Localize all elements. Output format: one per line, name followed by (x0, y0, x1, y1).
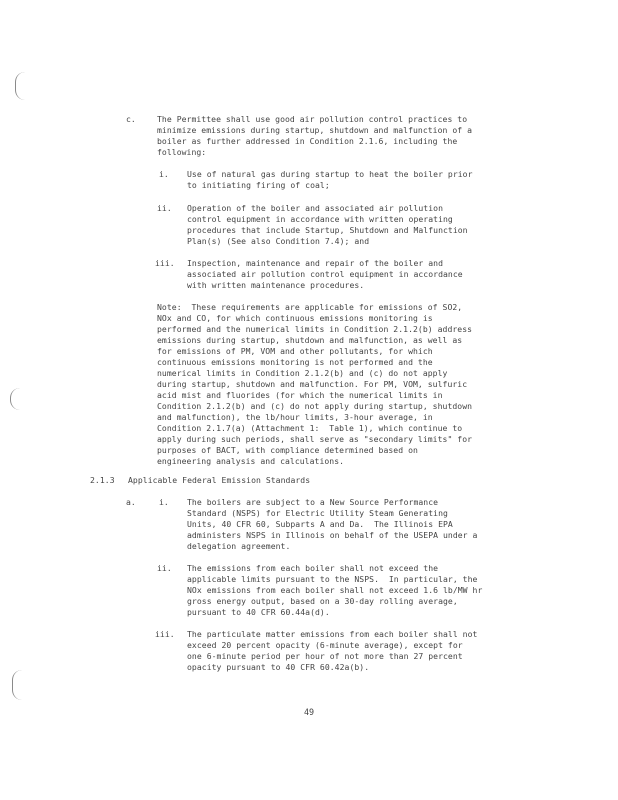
nsps-item-i-label: i. (159, 497, 169, 507)
nsps-item-iii-label: iii. (155, 629, 175, 639)
note-line-1: Note: These requirements are applicable for emissions of SO2, (157, 302, 463, 312)
note-line-9: acid mist and fluorides (for which the numerical limits in (157, 390, 443, 400)
nsps-item-iii-line-4: opacity pursuant to 40 CFR 60.42a(b). (187, 662, 370, 672)
page-number: 49 (303, 707, 315, 717)
section-title: Applicable Federal Emission Standards (128, 475, 311, 485)
note-line-12: Condition 2.1.7(a) (Attachment 1: Table 1), which continue to (157, 423, 463, 433)
note-line-8: during startup, shutdown and malfunction. For PM, VOM, sulfuric (157, 379, 468, 389)
note-line-10: Condition 2.1.2(b) and (c) do not apply during startup, shutdown (157, 401, 473, 411)
note-line-2: NOx and CO, for which continuous emissions monitoring is (157, 313, 433, 323)
note-line-11: and malfunction), the lb/hour limits, 3-hour average, in (157, 412, 433, 422)
nsps-item-i-line-5: delegation agreement. (187, 541, 291, 551)
section-number: 2.1.3 (90, 475, 115, 485)
condition-c-item-i-label: i. (159, 169, 169, 179)
note-line-15: engineering analysis and calculations. (157, 456, 345, 466)
nsps-item-ii-line-3: NOx emissions from each boiler shall not exceed 1.6 lb/MW hr (187, 585, 483, 595)
scan-mark-bottom (12, 670, 27, 700)
condition-c-item-iii-line-3: with written maintenance procedures. (187, 280, 365, 290)
note-line-7: numerical limits in Condition 2.1.2(b) and (c) do not apply (157, 368, 448, 378)
nsps-item-ii-line-2: applicable limits pursuant to the NSPS. In particular, the (187, 574, 478, 584)
condition-c-item-iii-line-2: associated air pollution control equipment in accordance (187, 269, 463, 279)
condition-c-line-4: following: (157, 147, 207, 157)
condition-c-line-3: boiler as further addressed in Condition 2.1.6, including the (157, 136, 458, 146)
condition-c-item-ii-line-1: Operation of the boiler and associated air pollution (187, 203, 443, 213)
condition-c-item-i-line-2: to initiating firing of coal; (187, 180, 330, 190)
condition-c-item-i-line-1: Use of natural gas during startup to heat the boiler prior (187, 169, 473, 179)
nsps-item-iii-line-2: exceed 20 percent opacity (6-minute average), except for (187, 640, 463, 650)
nsps-item-i-line-3: Units, 40 CFR 60, Subparts A and Da. The Illinois EPA (187, 519, 453, 529)
condition-c-line-1: The Permittee shall use good air pollution control practices to (157, 114, 468, 124)
condition-c-item-iii-line-1: Inspection, maintenance and repair of the boiler and (187, 258, 443, 268)
condition-c-item-ii-line-2: control equipment in accordance with written operating (187, 214, 453, 224)
condition-c-item-ii-line-4: Plan(s) (See also Condition 7.4); and (187, 236, 370, 246)
nsps-item-ii-label: ii. (157, 563, 172, 573)
condition-c-item-iii-label: iii. (155, 258, 175, 268)
note-line-13: apply during such periods, shall serve as "secondary limits" for (157, 434, 473, 444)
note-line-5: for emissions of PM, VOM and other pollutants, for which (157, 346, 433, 356)
nsps-item-i-line-4: administers NSPS in Illinois on behalf of the USEPA under a (187, 530, 478, 540)
condition-c-item-ii-label: ii. (157, 203, 172, 213)
condition-c-line-2: minimize emissions during startup, shutdown and malfunction of a (157, 125, 473, 135)
nsps-item-ii-line-4: gross energy output, based on a 30-day rolling average, (187, 596, 458, 606)
nsps-item-ii-line-5: pursuant to 40 CFR 60.44a(d). (187, 607, 330, 617)
nsps-item-i-line-1: The boilers are subject to a New Source Performance (187, 497, 439, 507)
nsps-item-iii-line-3: one 6-minute period per hour of not more than 27 percent (187, 651, 463, 661)
subsection-a-label: a. (126, 497, 136, 507)
condition-c-label: c. (126, 114, 136, 124)
nsps-item-i-line-2: Standard (NSPS) for Electric Utility Steam Generating (187, 508, 448, 518)
nsps-item-iii-line-1: The particulate matter emissions from each boiler shall not (187, 629, 478, 639)
scan-mark-middle (10, 388, 25, 410)
scan-mark-top (15, 72, 30, 100)
note-line-4: emissions during startup, shutdown and malfunction, as well as (157, 335, 463, 345)
note-line-6: continuous emissions monitoring is not performed and the (157, 357, 433, 367)
condition-c-item-ii-line-3: procedures that include Startup, Shutdown and Malfunction (187, 225, 468, 235)
note-line-14: purposes of BACT, with compliance determined based on (157, 445, 418, 455)
note-line-3: performed and the numerical limits in Condition 2.1.2(b) address (157, 324, 473, 334)
nsps-item-ii-line-1: The emissions from each boiler shall not exceed the (187, 563, 439, 573)
